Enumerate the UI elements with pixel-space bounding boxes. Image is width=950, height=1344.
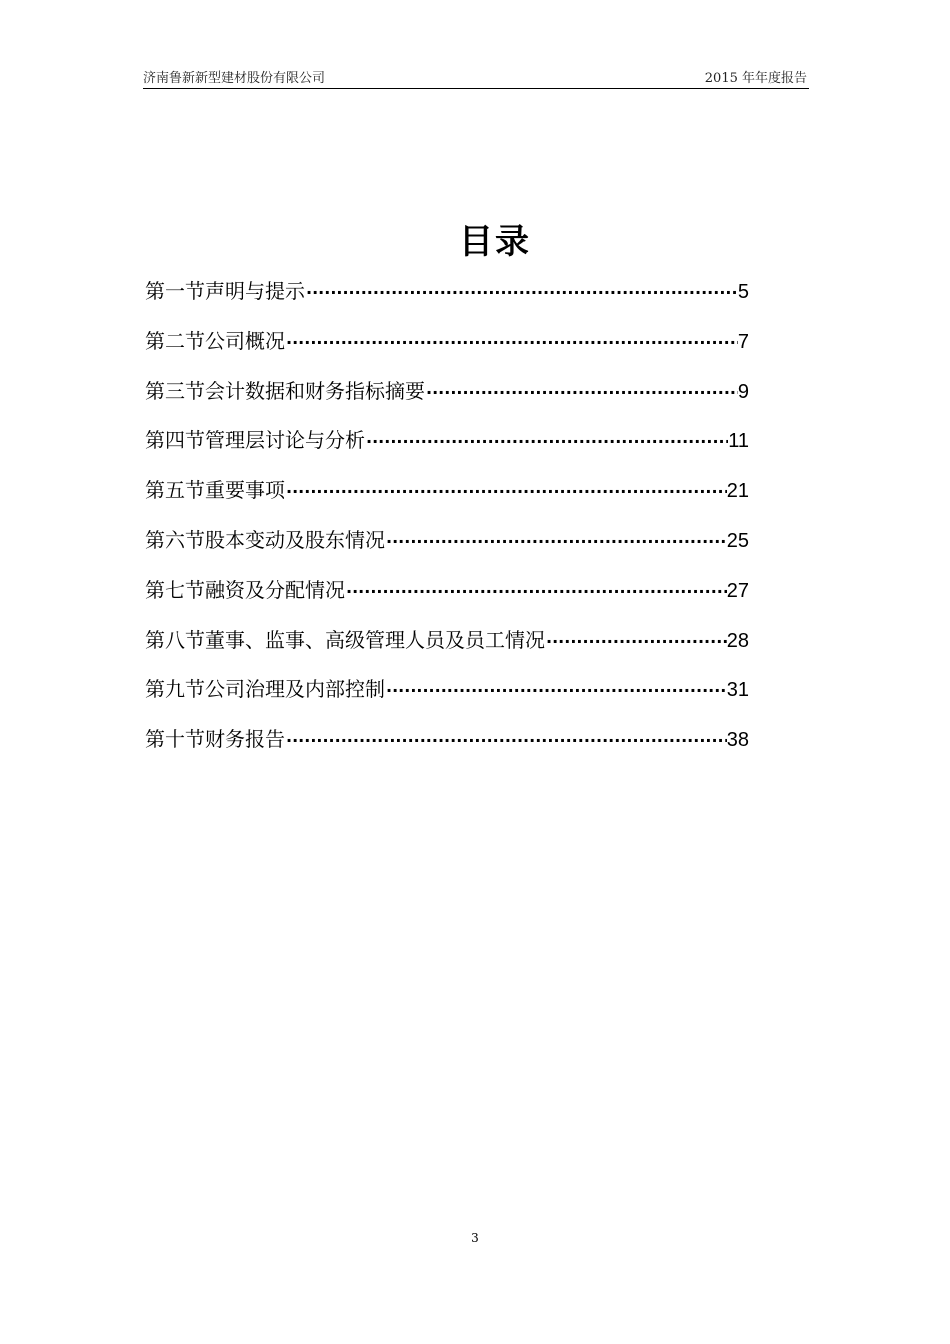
dot-leader xyxy=(545,624,727,660)
toc-entry-label: 第四节管理层讨论与分析 xyxy=(145,428,365,453)
toc-entry[interactable] xyxy=(145,622,749,672)
toc-entry-label: 第五节重要事项 xyxy=(145,478,285,503)
toc-entry-page: 21 xyxy=(726,480,749,503)
dot-leader xyxy=(365,424,728,460)
toc-entry-label: 第九节公司治理及内部控制 xyxy=(145,677,385,702)
dot-leader xyxy=(345,574,727,610)
toc-entry-page: 28 xyxy=(726,629,749,652)
page-header xyxy=(143,66,809,89)
toc-entry-label: 第三节会计数据和财务指标摘要 xyxy=(145,378,425,403)
toc-entry-label: 第七节融资及分配情况 xyxy=(145,577,345,602)
dot-leader xyxy=(385,524,727,560)
toc-entry[interactable] xyxy=(145,572,749,622)
toc-entry-label: 第六节股本变动及股东情况 xyxy=(145,527,385,552)
dot-leader xyxy=(285,474,727,510)
toc-entry[interactable] xyxy=(145,273,749,323)
toc-entry-page: 11 xyxy=(728,430,749,453)
dot-leader xyxy=(305,275,738,311)
toc-entry[interactable] xyxy=(145,422,749,472)
toc-entry-label: 第八节董事、监事、高级管理人员及员工情况 xyxy=(145,627,545,652)
toc-entry-page: 5 xyxy=(737,281,749,303)
toc-entry-page: 9 xyxy=(737,380,749,403)
toc-entry-page: 31 xyxy=(726,679,749,702)
dot-leader xyxy=(425,375,738,411)
toc-entry-page: 27 xyxy=(726,579,749,602)
toc-entry[interactable] xyxy=(145,671,749,721)
toc-entry-label: 第十节财务报告 xyxy=(145,727,285,752)
toc-entry-label: 第二节公司概况 xyxy=(145,328,285,353)
toc-entry[interactable] xyxy=(145,373,749,423)
dot-leader xyxy=(285,325,738,361)
dot-leader xyxy=(285,723,727,759)
toc-entry-page: 25 xyxy=(726,529,749,552)
toc-entry-page: 38 xyxy=(726,729,749,752)
dot-leader xyxy=(385,673,727,709)
table-of-contents xyxy=(145,273,749,771)
toc-entry[interactable] xyxy=(145,323,749,373)
toc-entry[interactable] xyxy=(145,522,749,572)
toc-entry[interactable] xyxy=(145,472,749,522)
toc-title: 目录 xyxy=(459,222,531,262)
company-name: 济南鲁新新型建材股份有限公司 xyxy=(143,71,326,86)
toc-entry-page: 7 xyxy=(737,330,749,353)
toc-entry[interactable] xyxy=(145,721,749,771)
page-number: 3 xyxy=(471,1231,479,1245)
report-title: 2015 年年度报告 xyxy=(704,71,807,86)
toc-entry-label: 第一节声明与提示 xyxy=(145,279,305,303)
